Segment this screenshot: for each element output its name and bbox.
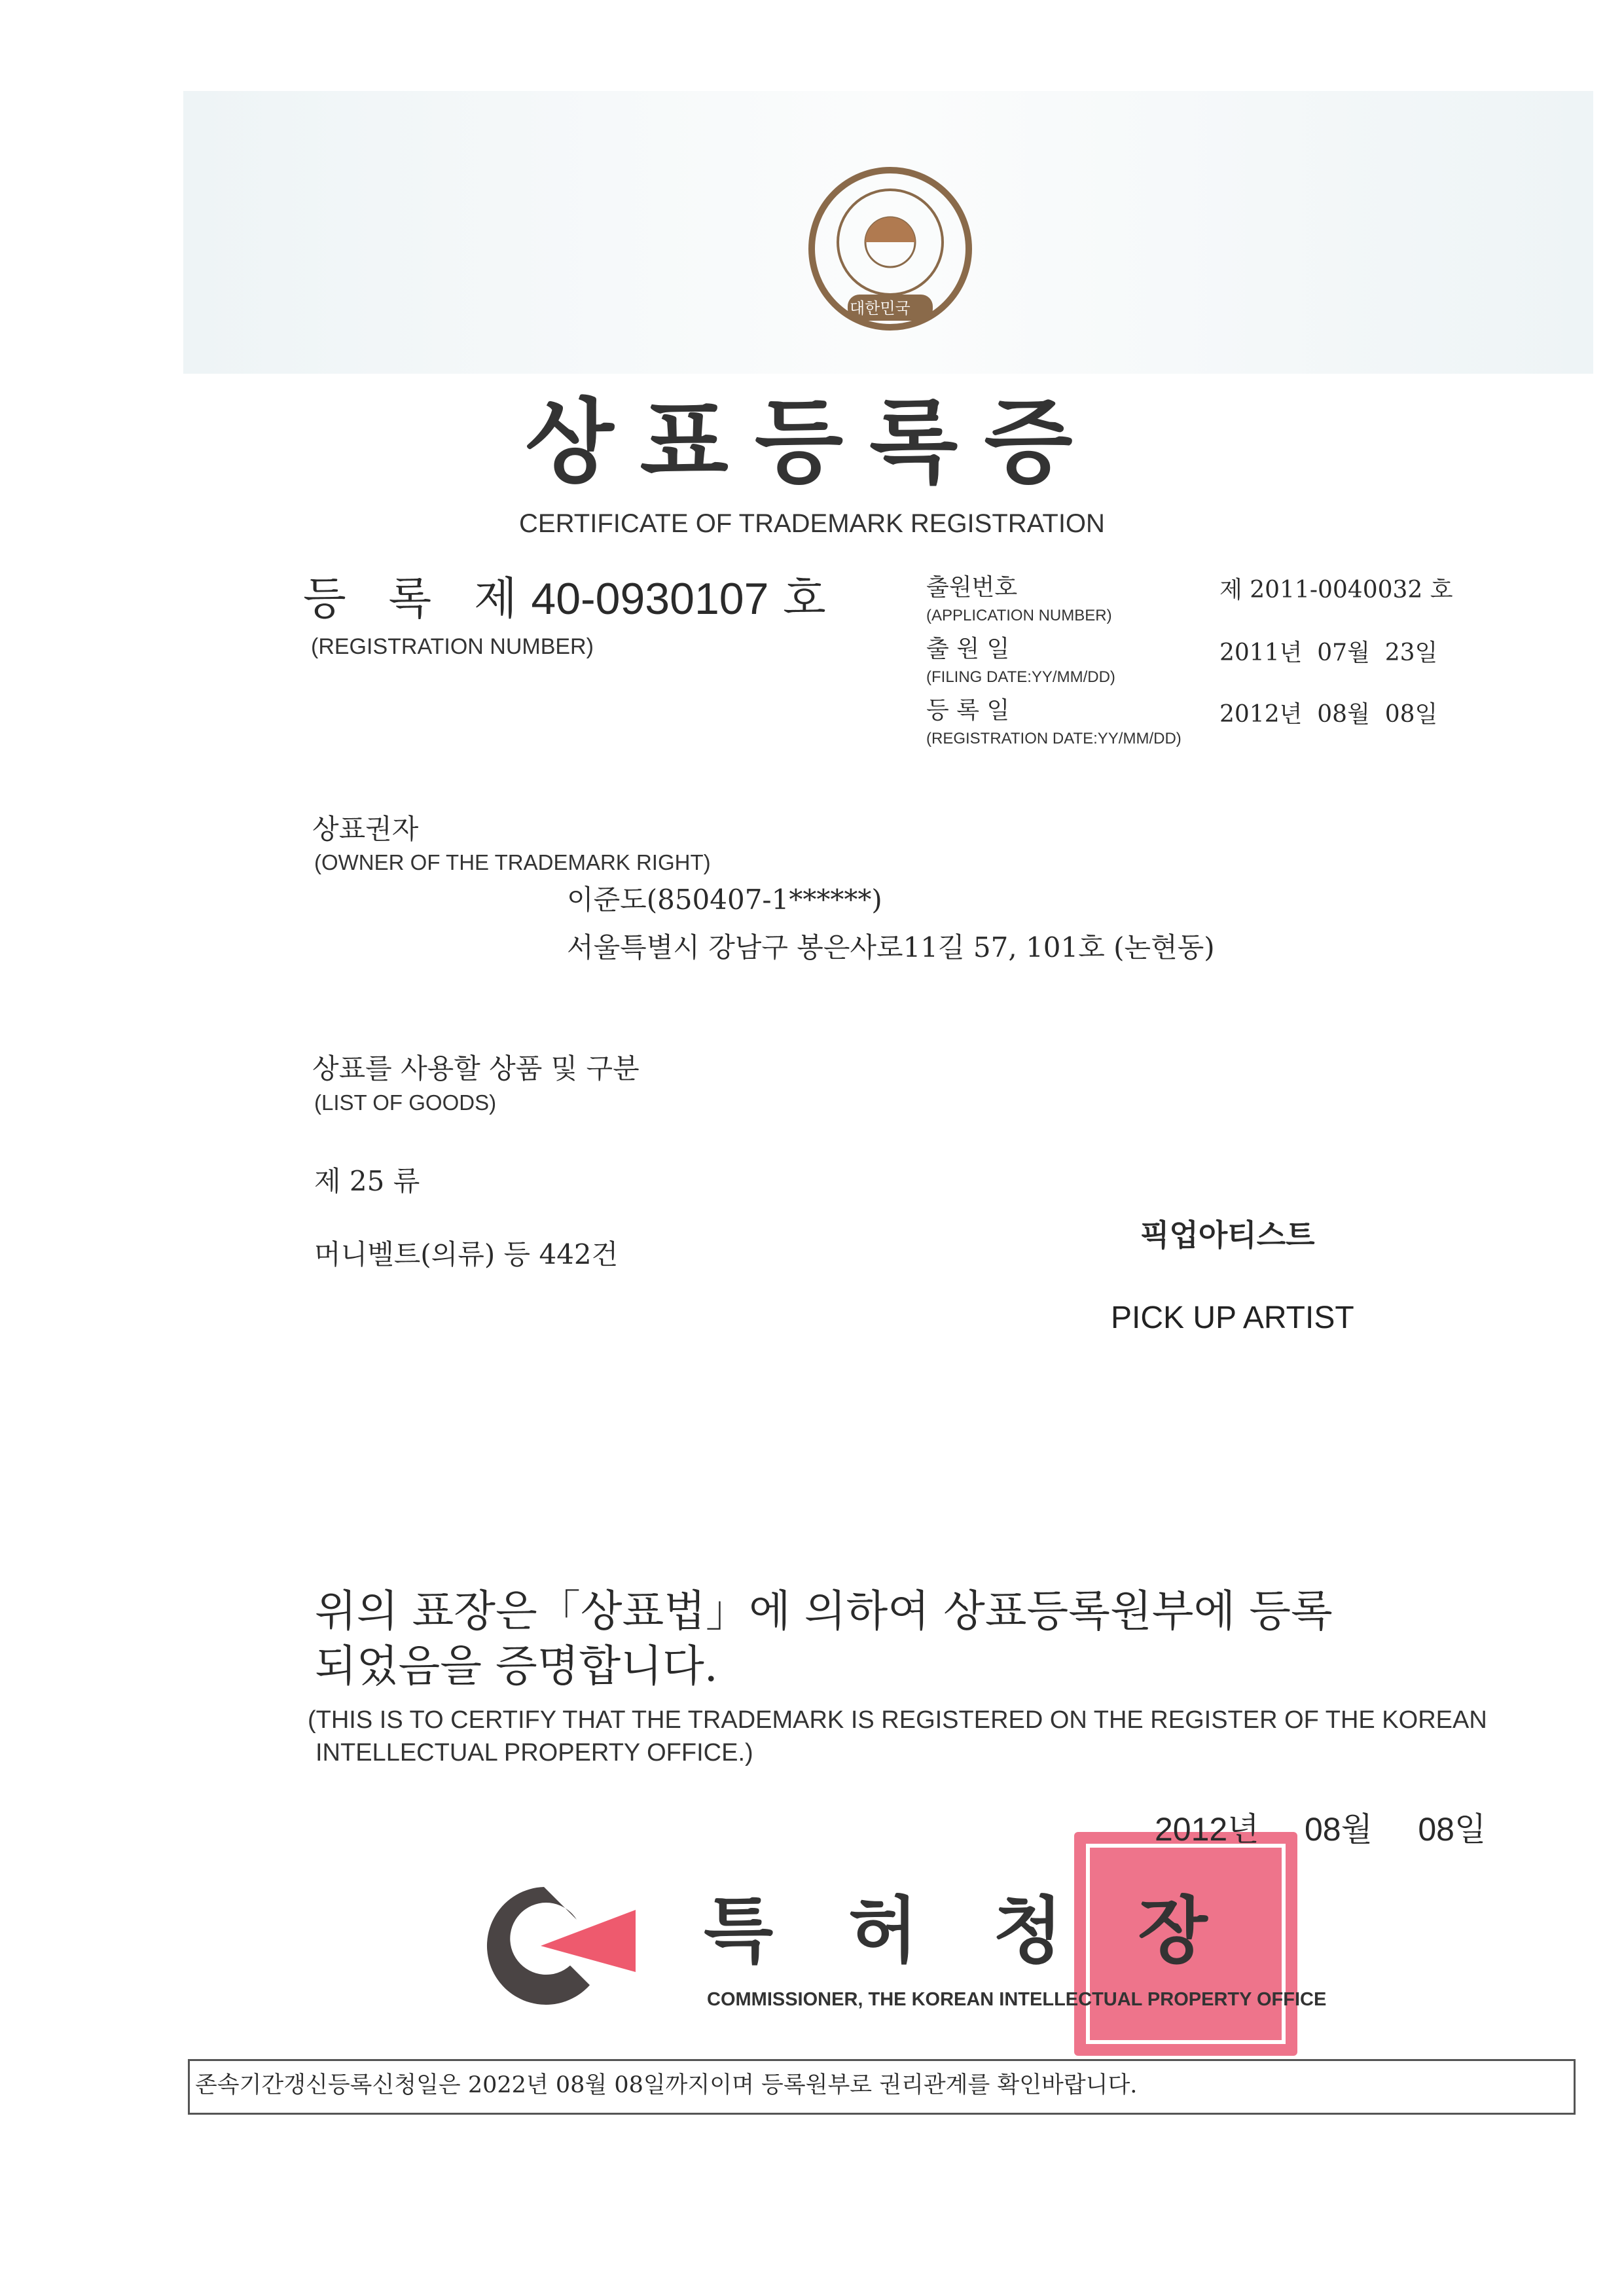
filing-date-label-en: (FILING DATE:YY/MM/DD) <box>926 668 1115 686</box>
owner-label: 상표권자 <box>312 813 419 845</box>
registration-number <box>303 575 826 624</box>
issue-date: 2012년 08월 08일 <box>1155 1811 1487 1848</box>
registration-number-value: 40-0930107 <box>531 574 769 624</box>
registration-date-label: 등 록 일 <box>926 697 1010 724</box>
certification-en-line-2: INTELLECTUAL PROPERTY OFFICE.) <box>316 1739 753 1767</box>
goods-label-en: (LIST OF GOODS) <box>314 1090 497 1115</box>
application-number-label-en: (APPLICATION NUMBER) <box>926 607 1112 624</box>
trademark-english: PICK UP ARTIST <box>1111 1300 1354 1335</box>
goods-items: 머니벨트(의류) 등 442건 <box>314 1238 619 1270</box>
trademark-korean: 픽업아티스트 <box>1140 1217 1315 1253</box>
owner-name: 이준도(850407-1******) <box>567 884 882 916</box>
owner-address: 서울특별시 강남구 봉은사로11길 57, 101호 (논현동) <box>567 931 1215 963</box>
filing-date-label: 출 원 일 <box>926 636 1010 662</box>
notice-box <box>188 2059 1576 2115</box>
page-subtitle: CERTIFICATE OF TRADEMARK REGISTRATION <box>519 509 1105 538</box>
certification-line-1: 위의 표장은「상표법」에 의하여 상표등록원부에 등록 <box>315 1586 1333 1636</box>
issuer-name: 특 허 청 장 <box>704 1889 1208 1973</box>
certification-en-line-1: (THIS IS TO CERTIFY THAT THE TRADEMARK IS REGISTERED ON THE REGISTER OF THE KOREAN <box>308 1706 1487 1734</box>
emblem-text: 대한민국 <box>850 299 911 317</box>
goods-class: 제 25 류 <box>314 1165 420 1197</box>
kipo-logo-icon <box>472 1880 642 2011</box>
issuer-name-en: COMMISSIONER, THE KOREAN INTELLECTUAL PROPERTY OFFICE <box>707 1989 1327 2010</box>
application-number-value: 제 2011-0040032 호 <box>1219 577 1453 603</box>
page-title: 상표등록증 <box>525 389 1099 496</box>
certification-line-2: 되었음을 증명합니다. <box>315 1641 718 1691</box>
application-number-label: 출원번호 <box>926 574 1018 601</box>
registration-suffix: 호 <box>783 573 826 625</box>
owner-label-en: (OWNER OF THE TRADEMARK RIGHT) <box>314 850 711 874</box>
registration-date-value: 2012년 08월 08일 <box>1219 701 1438 728</box>
filing-date-value: 2011년 07월 23일 <box>1219 639 1438 666</box>
registration-date-label-en: (REGISTRATION DATE:YY/MM/DD) <box>926 730 1182 747</box>
registration-label-en: (REGISTRATION NUMBER) <box>311 634 594 659</box>
registration-label: 등 록 제 <box>303 573 517 625</box>
renewal-notice: 존속기간갱신등록신청일은 2022년 08월 08일까지이며 등록원부로 권리관계를 확인바랍니다. <box>195 2072 1138 2098</box>
goods-label: 상표를 사용할 상품 및 구분 <box>312 1052 640 1085</box>
